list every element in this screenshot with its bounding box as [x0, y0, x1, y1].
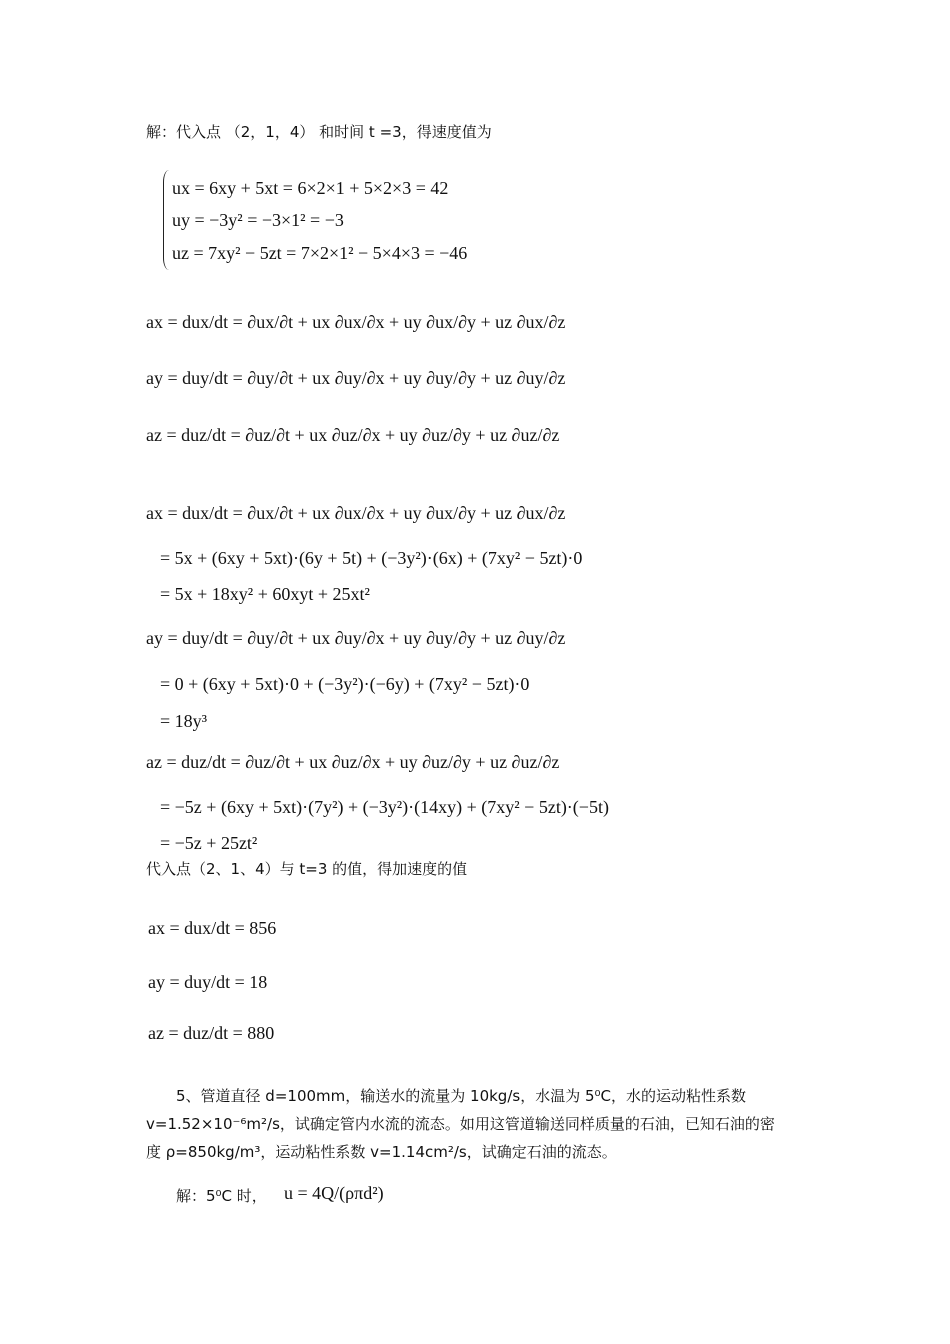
ax-value: ax = dux/dt = 856	[148, 918, 277, 938]
solution-label: 解：5⁰C 时，	[176, 1187, 267, 1205]
velocity-uy: uy = −3y² = −3×1² = −3	[172, 210, 344, 230]
accel-def-z: az = duz/dt = ∂uz/∂t + ux ∂uz/∂x + uy ∂uz/∂y + uz ∂uz/∂z	[146, 425, 560, 445]
az-value: az = duz/dt = 880	[148, 1023, 275, 1043]
ax-step-3: = 5x + 18xy² + 60xyt + 25xt²	[160, 584, 370, 604]
az-step-3: = −5z + 25zt²	[160, 833, 258, 853]
az-step-2: = −5z + (6xy + 5xt)·(7y²) + (−3y²)·(14xy) + (7xy² − 5zt)·(−5t)	[160, 797, 609, 817]
ax-step-1: ax = dux/dt = ∂ux/∂t + ux ∂ux/∂x + uy ∂ux/∂y + uz ∂ux/∂z	[146, 503, 566, 523]
ay-step-3: = 18y³	[160, 711, 208, 731]
velocity-uz: uz = 7xy² − 5zt = 7×2×1² − 5×4×3 = −46	[172, 243, 468, 263]
accel-def-y: ay = duy/dt = ∂uy/∂t + ux ∂uy/∂x + uy ∂uy/∂y + uz ∂uy/∂z	[146, 368, 566, 388]
problem5-line1: 5、管道直径 d=100mm，输送水的流量为 10kg/s，水温为 5⁰C，水的运动粘性系数	[176, 1087, 746, 1105]
accel-def-x: ax = dux/dt = ∂ux/∂t + ux ∂ux/∂x + uy ∂ux/∂y + uz ∂ux/∂z	[146, 312, 566, 332]
ay-step-2: = 0 + (6xy + 5xt)·0 + (−3y²)·(−6y) + (7xy² − 5zt)·0	[160, 674, 530, 694]
ax-step-2: = 5x + (6xy + 5xt)·(6y + 5t) + (−3y²)·(6x) + (7xy² − 5zt)·0	[160, 548, 583, 568]
problem5-line2: v=1.52×10⁻⁶m²/s，试确定管内水流的流态。如用这管道输送同样质量的石油，已知石油的密	[146, 1115, 775, 1133]
velocity-ux: ux = 6xy + 5xt = 6×2×1 + 5×2×3 = 42	[172, 178, 449, 198]
az-step-1: az = duz/dt = ∂uz/∂t + ux ∂uz/∂x + uy ∂uz/∂y + uz ∂uz/∂z	[146, 752, 560, 772]
substitute-text: 代入点（2、1、4）与 t=3 的值，得加速度的值	[146, 860, 468, 878]
intro-text: 解：代入点 （2，1，4） 和时间 t =3，得速度值为	[146, 123, 492, 141]
ay-value: ay = duy/dt = 18	[148, 972, 268, 992]
problem5-line3: 度 ρ=850kg/m³，运动粘性系数 v=1.14cm²/s，试确定石油的流态。	[146, 1143, 617, 1161]
solution-formula: u = 4Q/(ρπd²)	[284, 1183, 384, 1203]
ay-step-1: ay = duy/dt = ∂uy/∂t + ux ∂uy/∂x + uy ∂uy/∂y + uz ∂uy/∂z	[146, 628, 566, 648]
